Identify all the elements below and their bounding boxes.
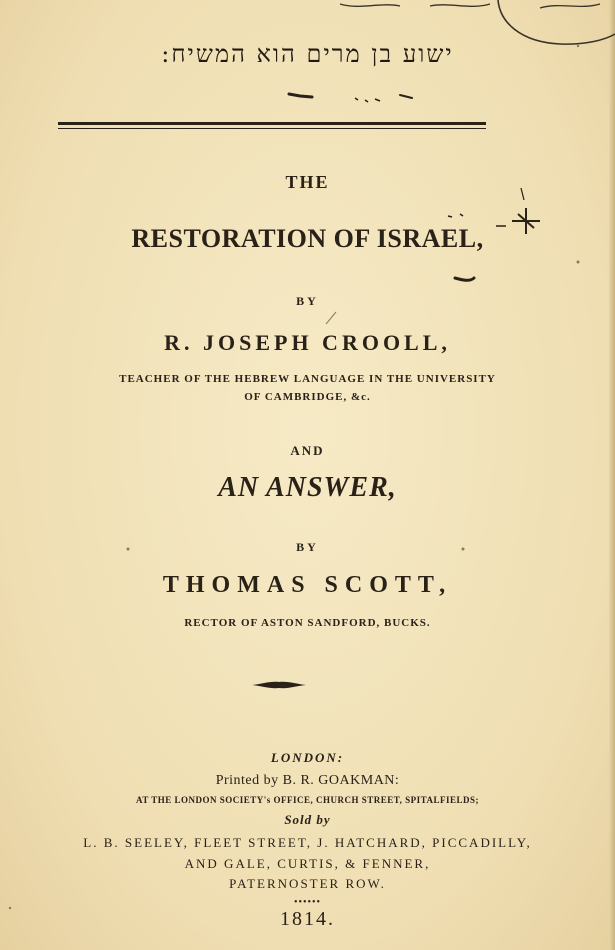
by-label-2: BY	[296, 540, 319, 554]
author-1-description-line2: OF CAMBRIDGE, &c.	[244, 391, 371, 403]
title-pen-dots	[448, 214, 463, 217]
imprint-sellers-line3: PATERNOSTER ROW.	[229, 876, 386, 891]
author-2-description: RECTOR OF ASTON SANDFORD, BUCKS.	[184, 617, 431, 629]
main-title: RESTORATION OF ISRAEL,	[131, 224, 484, 253]
imprint-city: LONDON:	[270, 750, 345, 765]
and-label: AND	[290, 443, 325, 458]
foxing-spot-3	[577, 261, 580, 264]
faint-pencil-mark	[326, 312, 336, 324]
double-rule-thick	[58, 122, 486, 125]
pen-mark-2	[355, 98, 380, 102]
imprint-printer: Printed by B. R. GOAKMAN:	[215, 773, 400, 788]
imprint-sold-by: Sold by	[284, 812, 331, 827]
pen-mark-3	[400, 95, 412, 98]
title-pen-stroke	[455, 278, 474, 280]
second-title: AN ANSWER,	[218, 472, 397, 503]
by-label-1: BY	[296, 294, 319, 308]
ornament-divider	[252, 678, 306, 692]
double-rule-thin	[58, 128, 486, 129]
imprint-sellers-line2: AND GALE, CURTIS, & FENNER,	[184, 856, 431, 871]
imprint-sellers-line1: L. B. SEELEY, FLEET STREET, J. HATCHARD, PICCADILLY,	[83, 835, 532, 850]
imprint-office: AT THE LONDON SOCIETY's OFFICE, CHURCH STREET, SPITALFIELDS;	[136, 795, 479, 805]
imprint-dot-ornament: ••••••	[293, 897, 321, 908]
author-1-name: R. JOSEPH CROOLL,	[164, 330, 451, 355]
corner-handwriting-stroke	[498, 0, 615, 44]
author-1-description-line1: TEACHER OF THE HEBREW LANGUAGE IN THE UNIVERSITY	[119, 373, 496, 385]
publication-year: 1814.	[280, 908, 335, 930]
pen-mark-1	[289, 94, 312, 97]
corner-handwriting-scrawl	[340, 4, 600, 8]
title-article: THE	[285, 172, 330, 192]
author-2-name: THOMAS SCOTT,	[162, 572, 453, 598]
hebrew-motto: ישוע בן מרים הוא המשיח:	[161, 40, 454, 68]
